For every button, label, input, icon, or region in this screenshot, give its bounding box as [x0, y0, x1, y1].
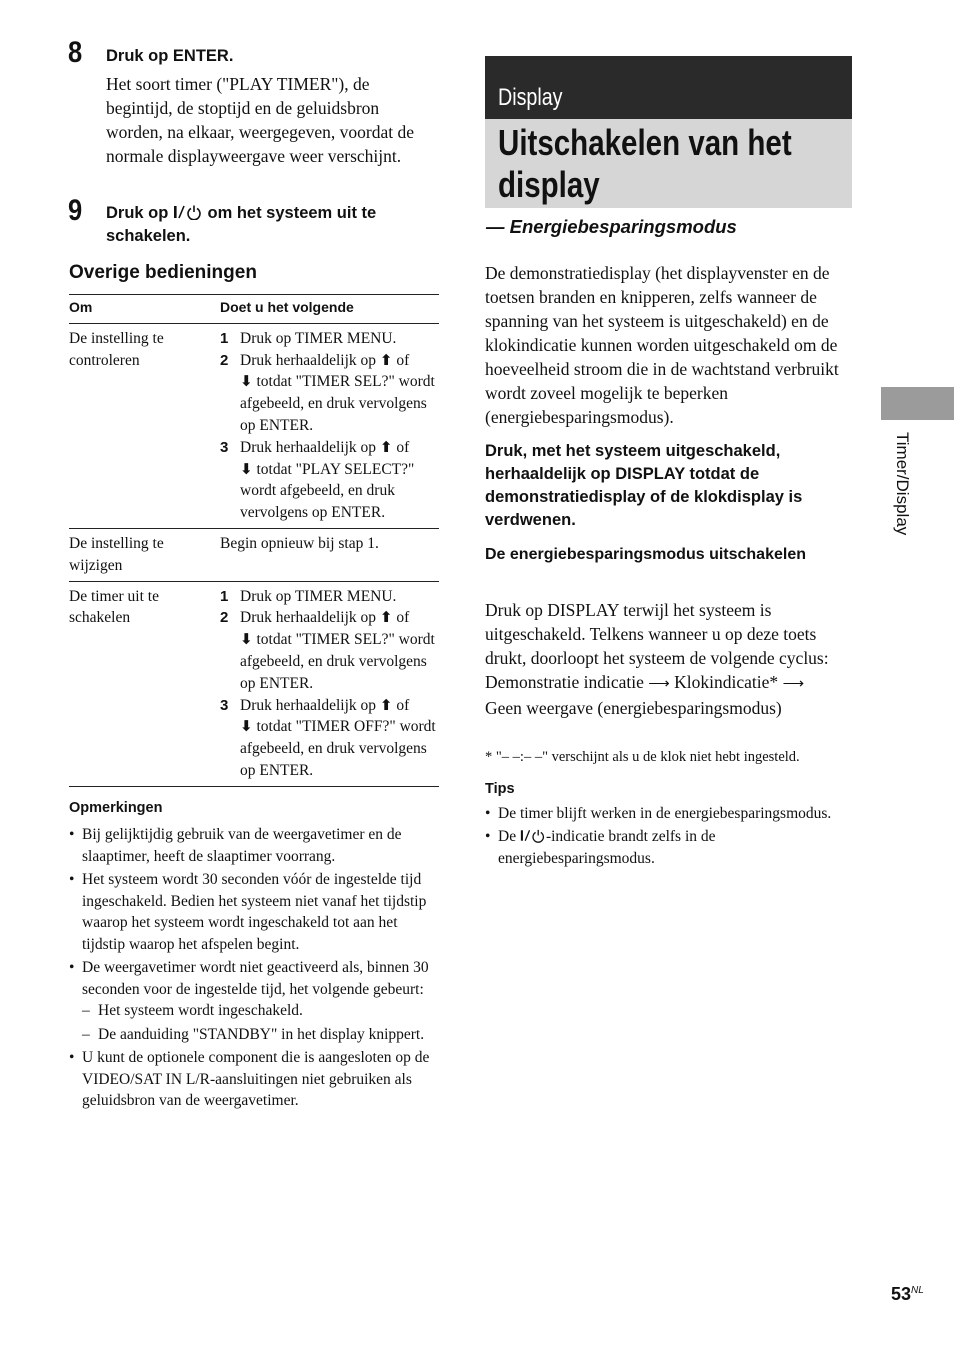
note-item: • Het systeem wordt 30 seconden vóór de ingestelde tijd ingeschakeld. Bedien het systeem niet vanaf het tijdstip waarop het systeem wordt ingeschakeld tot aan het tijdstip waarop het afspelen begint.	[69, 871, 427, 953]
tips-heading: Tips	[485, 781, 515, 797]
row-om-cell: De instelling te wijzigen	[69, 528, 220, 581]
power-standby-icon	[520, 828, 546, 843]
notes-heading: Opmerkingen	[69, 800, 163, 816]
sub-step: 3 Druk herhaaldelijk op ⬆ of ⬇ totdat "PLAY SELECT?" wordt afgebeeld, en druk vervolgens op ENTER.	[220, 437, 415, 522]
footnote: * "– –:– –" verschijnt als u de klok niet hebt ingesteld.	[485, 749, 800, 765]
sub-step: 2 Druk herhaaldelijk op ⬆ of ⬇ totdat "TIMER SEL?" wordt afgebeeld, en druk vervolgens op ENTER.	[220, 608, 435, 692]
col-om-header: Om	[69, 295, 220, 324]
row-steps-cell	[220, 323, 439, 528]
other-ops-table-wrap	[69, 294, 439, 787]
tip-item: • De -indicatie brandt zelfs in de energiebesparingsmodus.	[485, 827, 716, 867]
page-number: $53^{NL}$	[891, 1284, 924, 1304]
note-sub-item: – Het systeem wordt ingeschakeld.	[82, 1002, 303, 1019]
note-item: • Bij gelijktijdig gebruik van de weergavetimer en de slaaptimer, heeft de slaaptimer voorrang.	[69, 826, 402, 865]
step-8-title: Druk op ENTER.	[106, 47, 234, 65]
row-om-cell: De timer uit te schakelen	[69, 581, 220, 786]
sub-body: Druk op DISPLAY terwijl het systeem is uitgeschakeld. Telkens wanneer u op deze toets drukt, doorloopt het systeem de volgende cyclus: Demonstratie indicatie ⟶ Klokindicatie* ⟶ Geen weergave (energiebesparingsmodus)	[485, 598, 857, 720]
note-item: • U kunt de optionele component die is aangesloten op de VIDEO/SAT IN L/R-aansluitingen niet gebruiken als geluidsbron van de weergavetimer.	[69, 1049, 430, 1109]
row-text-cell: Begin opnieuw bij stap 1.	[220, 528, 439, 581]
section-subtitle: — Energiebesparingsmodus	[486, 216, 737, 237]
other-ops-heading: Overige bedieningen	[69, 262, 257, 283]
section-instruction: Druk, met het systeem uitgeschakeld, herhaaldelijk op DISPLAY totdat de demonstratiedisplay of de klokdisplay is verdwenen.	[485, 442, 803, 529]
step-9-number: 9	[68, 194, 82, 227]
step-8-body: Het soort timer ("PLAY TIMER"), de begintijd, de stoptijd en de geluidsbron worden, na elkaar, weergegeven, voordat de normale displayweergave weer verschijnt.	[106, 74, 415, 166]
note-sub-item: – De aanduiding "STANDBY" in het display knippert.	[82, 1025, 425, 1043]
tip-item: • De timer blijft werken in de energiebesparingsmodus.	[485, 805, 832, 822]
tips-section	[485, 803, 845, 871]
table-row	[69, 323, 439, 528]
note-item: • De weergavetimer wordt niet geactiveerd als, binnen 30 seconden voor de ingestelde tijd, het volgende gebeurt: – Het systeem wordt ingeschakeld. – De aanduiding "STANDBY" in het display knippert.	[69, 957, 439, 1045]
section-category: Display	[498, 84, 563, 111]
section-title-bar	[485, 119, 852, 208]
cycle-sequence: Demonstratie indicatie ⟶ Klokindicatie* ⟶ Geen weergave (energiebesparingsmodus)	[485, 672, 805, 718]
section-category-bar	[485, 56, 852, 119]
arrow-down-icon: ⬇	[240, 372, 253, 391]
side-label: Timer/Display	[893, 432, 912, 536]
step-8-number: 8	[68, 36, 82, 69]
step-9-title: Druk op om het systeem uit te schakelen.	[106, 204, 377, 245]
sub-heading: De energiebesparingsmodus uitschakelen	[485, 546, 806, 563]
arrow-up-icon: ⬆	[379, 437, 393, 456]
sub-step: 1 Druk op TIMER MENU.	[220, 587, 397, 605]
side-tab-marker	[881, 387, 954, 420]
sub-step: 2 Druk herhaaldelijk op ⬆ of ⬇ totdat "TIMER SEL?" wordt afgebeeld, en druk vervolgens op ENTER.	[220, 350, 435, 434]
table-row	[69, 528, 439, 581]
notes-section	[69, 824, 439, 1114]
power-standby-icon	[173, 204, 203, 220]
sub-step: 3 Druk herhaaldelijk op ⬆ of ⬇ totdat "TIMER OFF?" wordt afgebeeld, en druk vervolgens op ENTER.	[220, 695, 436, 779]
table-row	[69, 581, 439, 786]
arrow-down-icon: ⬇	[240, 717, 253, 736]
arrow-down-icon: ⬇	[240, 459, 253, 478]
col-doet-header: Doet u het volgende	[220, 295, 439, 324]
sub-step: 1 Druk op TIMER MENU.	[220, 329, 397, 347]
other-ops-table	[69, 294, 439, 787]
section-intro: De demonstratiedisplay (het displayvenster en de toetsen branden en knipperen, zelfs wanneer de spanning van het systeem is uitgeschakeld) en de klokindicatie kunnen worden uitgeschakeld om de hoeveelheid stroom die in de wachtstand verbruikt wordt zoveel mogelijk te beperken (energiebesparingsmodus).	[485, 263, 839, 427]
row-steps-cell	[220, 581, 439, 786]
row-om-cell: De instelling te controleren	[69, 323, 220, 528]
arrow-up-icon: ⬆	[379, 695, 393, 714]
arrow-up-icon: ⬆	[379, 608, 393, 627]
section-title: Uitschakelen van het display	[498, 122, 792, 205]
arrow-down-icon: ⬇	[240, 630, 253, 649]
arrow-up-icon: ⬆	[379, 350, 393, 369]
